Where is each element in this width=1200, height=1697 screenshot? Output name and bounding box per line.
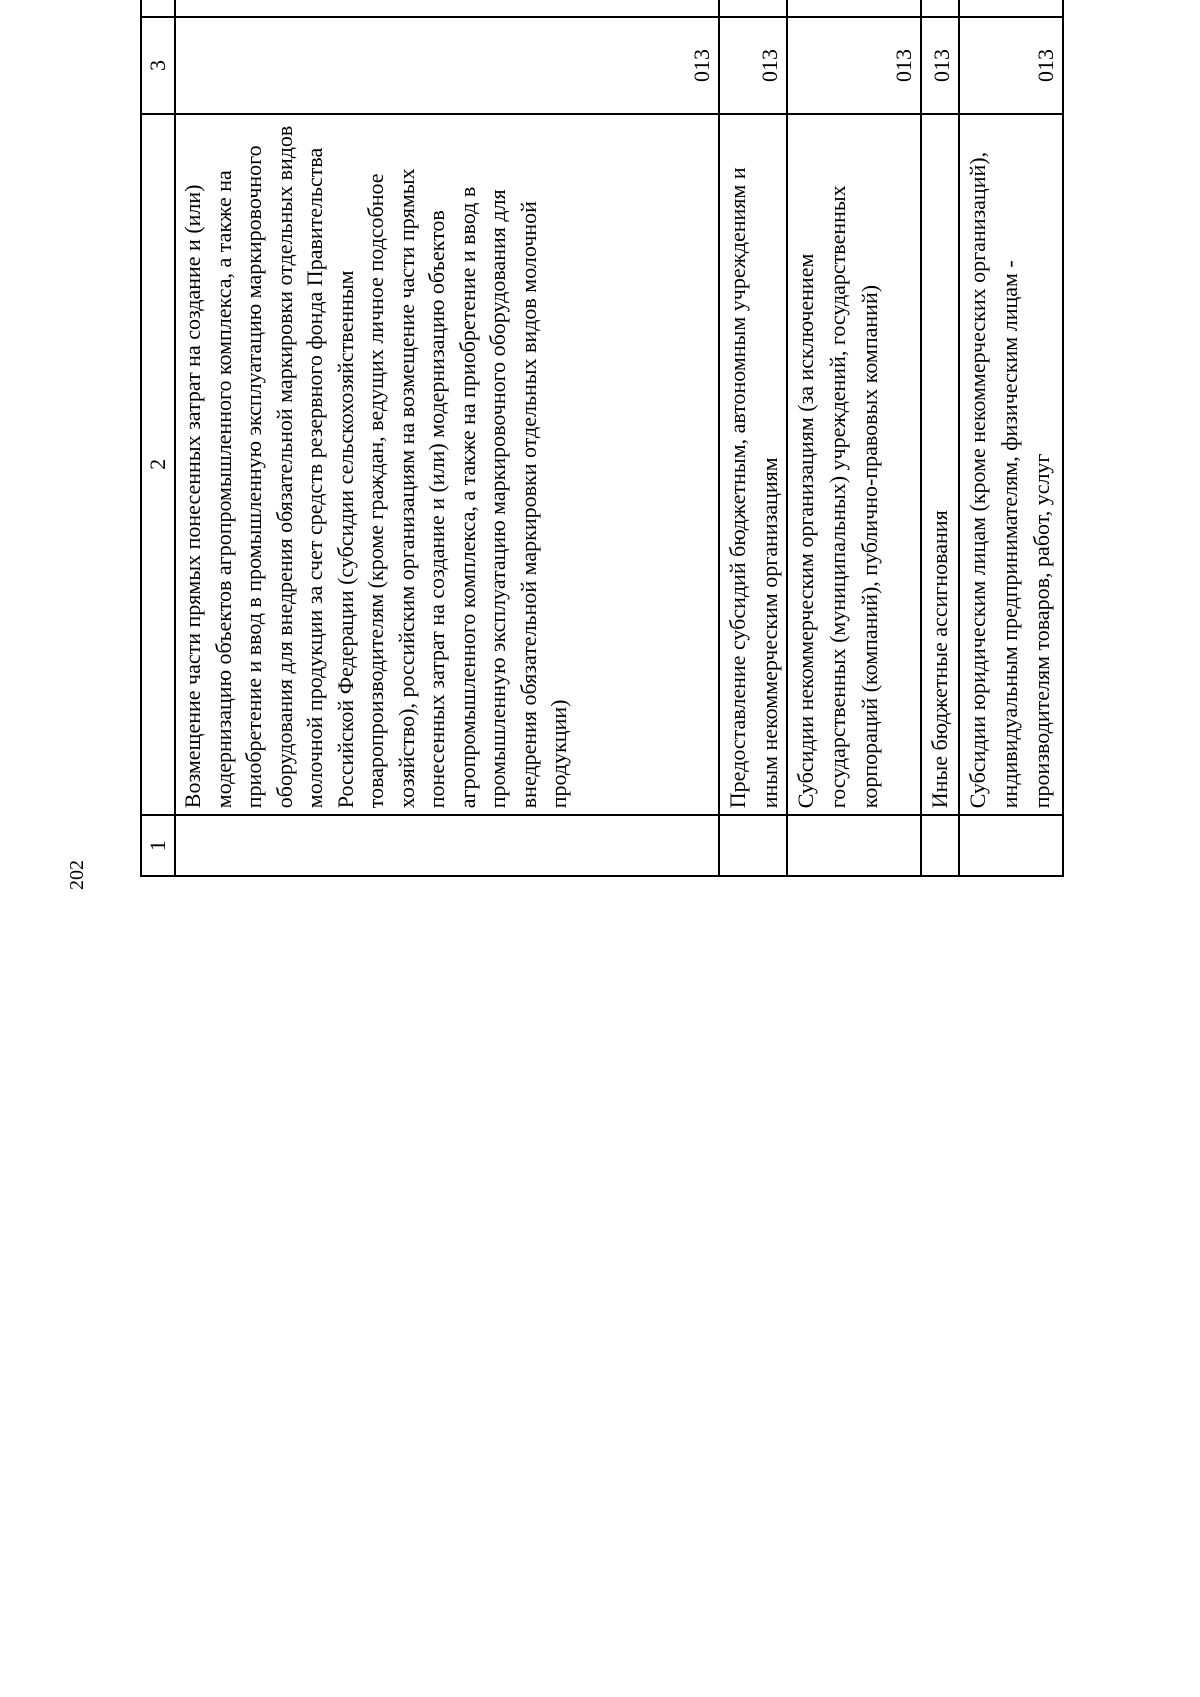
header-col-3: 3 — [141, 17, 175, 113]
section-code — [959, 0, 1063, 17]
row-number — [959, 815, 1063, 876]
table-row — [175, 0, 719, 876]
header-row — [141, 0, 175, 876]
table-row — [787, 0, 921, 876]
table-row — [959, 0, 1063, 876]
table-row — [921, 0, 959, 876]
header-col-1: 1 — [141, 815, 175, 876]
row-number — [719, 815, 787, 876]
ministry-code: 013 — [921, 17, 959, 113]
ministry-code: 013 — [175, 17, 719, 113]
row-description: Субсидии некоммерческим организациям (за исключением государственных (муниципальных) учреждений, государственных корпораций (компаний), публично-правовых компаний) — [787, 114, 921, 816]
ministry-code: 013 — [787, 17, 921, 113]
row-number — [921, 815, 959, 876]
ministry-code: 013 — [959, 17, 1063, 113]
table-row — [719, 0, 787, 876]
section-code — [787, 0, 921, 17]
row-description: Предоставление субсидий бюджетным, автономным учреждениям и иным некоммерческим организациям — [719, 114, 787, 816]
header-col-2: 2 — [141, 114, 175, 816]
section-code — [921, 0, 959, 17]
header-col-4 — [141, 0, 175, 17]
section-code — [175, 0, 719, 17]
budget-table — [140, 0, 1064, 877]
page-number: 202 — [66, 860, 88, 890]
section-code — [719, 0, 787, 17]
row-description: Возмещение части прямых понесенных затрат на создание и (или) модернизацию объектов агропромышленного комплекса, а также на приобретение и ввод в промышленную эксплуатацию маркировочного оборудования для внедрения обязательной маркировки отдельных видов молочной продукции за счет средств резервного фонда Правительства Российской Федерации (субсидии сельскохозяйственным товаропроизводителям (кроме граждан, ведущих личное подсобное хозяйство), российским организациям на возмещение части прямых понесенных затрат на создание и (или) модернизацию объектов агропромышленного комплекса, а также на приобретение и ввод в промышленную эксплуатацию маркировочного оборудования для внедрения обязательной маркировки отдельных видов молочной продукции) — [175, 114, 719, 816]
row-description: Иные бюджетные ассигнования — [921, 114, 959, 816]
row-description: Субсидии юридическим лицам (кроме некоммерческих организаций), индивидуальным предпринимателям, физическим лицам - производителям товаров, работ, услуг — [959, 114, 1063, 816]
row-number — [787, 815, 921, 876]
ministry-code: 013 — [719, 17, 787, 113]
row-number — [175, 815, 719, 876]
